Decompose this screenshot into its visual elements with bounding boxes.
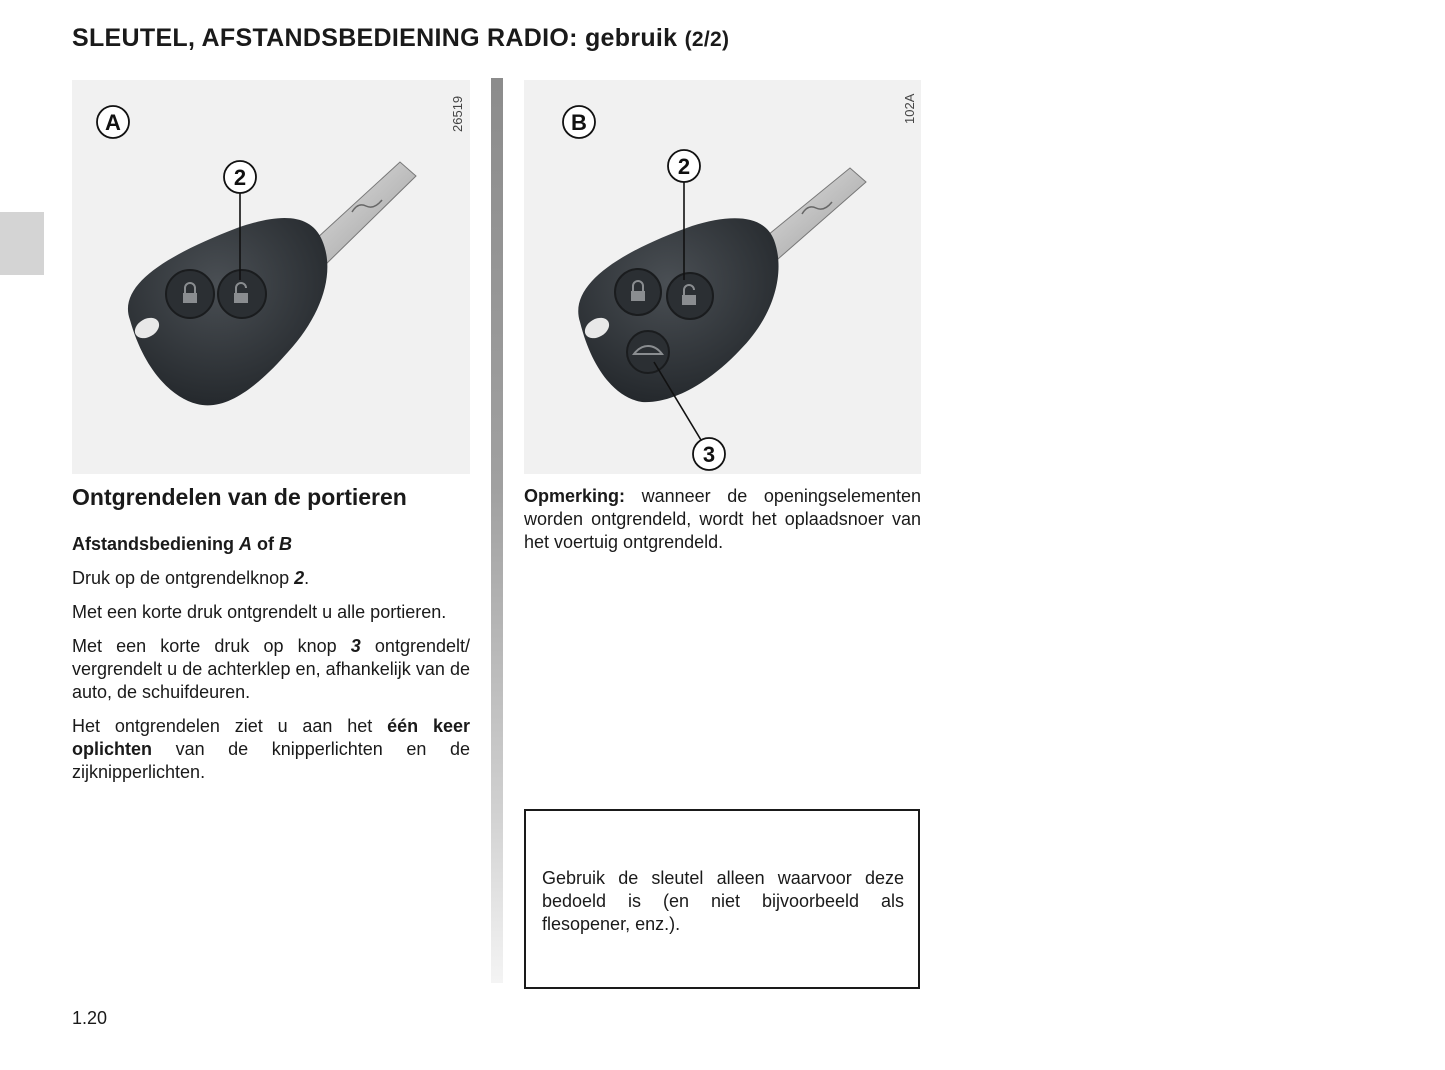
- page-number: 1.20: [72, 1008, 108, 1028]
- paragraph-3: [72, 635, 470, 704]
- warning-box: [524, 809, 920, 989]
- p3-start: Met een korte druk op knop: [72, 636, 351, 656]
- right-column-text: [524, 485, 921, 554]
- callout-2-label: 2: [233, 165, 247, 190]
- figure-b-key-three-buttons: [524, 80, 921, 474]
- callout-3-label: 3: [702, 442, 716, 467]
- warning-text: Gebruik de sleutel alleen waarvoor deze bedoeld is (en niet bijvoorbeeld als flesopener, enz.).: [542, 868, 904, 934]
- unlock-button-2: [667, 273, 713, 319]
- p4-start: Het ontgrendelen ziet u aan het: [72, 716, 388, 736]
- key-b-illustration: [524, 80, 921, 474]
- key-a-illustration: [72, 80, 470, 474]
- callout-2-marker: [668, 150, 700, 182]
- callout-3-marker: [693, 438, 725, 470]
- figure-a-code: 26519: [450, 95, 465, 132]
- tailgate-button-3: [627, 331, 669, 373]
- paragraph-4: [72, 715, 470, 784]
- title-main: SLEUTEL, AFSTANDSBEDIENING RADIO:: [72, 24, 585, 52]
- title-sub: gebruik: [584, 24, 678, 52]
- left-column-text: [72, 533, 470, 795]
- callout-2-label: 2: [677, 154, 691, 179]
- note-paragraph: [524, 485, 921, 554]
- p4-end: van de knipperlichten en de zijknipperlichten.: [72, 739, 470, 782]
- p4-bold: één keer oplichten: [72, 716, 471, 759]
- p1-num: 2: [294, 568, 305, 588]
- chapter-tab: [0, 212, 44, 275]
- figure-letter-a: [97, 106, 129, 138]
- lock-button: [166, 270, 214, 318]
- paragraph-1: [72, 567, 470, 590]
- subhead-b: B: [279, 534, 293, 554]
- p1-text: Druk op de ontgrendelknop: [72, 568, 295, 588]
- figure-a-key-two-buttons: [72, 80, 470, 474]
- p3-num: 3: [350, 636, 361, 656]
- p3-end: ontgrendelt/ vergrendelt u de achterklep en, afhankelijk van de auto, de schuifdeuren.: [72, 636, 470, 702]
- figure-b-code: 102A: [902, 93, 917, 124]
- note-label: Opmerking:: [524, 486, 626, 506]
- figure-letter-b-label: B: [571, 110, 587, 135]
- subheading: [72, 533, 470, 556]
- column-divider: [491, 78, 503, 983]
- unlock-button-2: [218, 270, 266, 318]
- subhead-of: of: [252, 534, 280, 554]
- figure-letter-a-label: A: [105, 110, 121, 135]
- section-title: Ontgrendelen van de portieren: [72, 484, 407, 510]
- lock-button: [615, 269, 661, 315]
- note-text: wanneer de openingselementen worden ontgrendeld, wordt het oplaadsnoer van het voertuig ontgrendeld.: [524, 486, 921, 552]
- callout-2-marker: [224, 161, 256, 193]
- title-part: (2/2): [684, 28, 730, 51]
- subhead-a: A: [239, 534, 253, 554]
- subhead-prefix: Afstandsbediening: [72, 534, 240, 554]
- p1-end: .: [304, 568, 310, 588]
- paragraph-2: Met een korte druk ontgrendelt u alle portieren.: [72, 602, 447, 622]
- page-title: [72, 24, 729, 53]
- figure-letter-b: [563, 106, 595, 138]
